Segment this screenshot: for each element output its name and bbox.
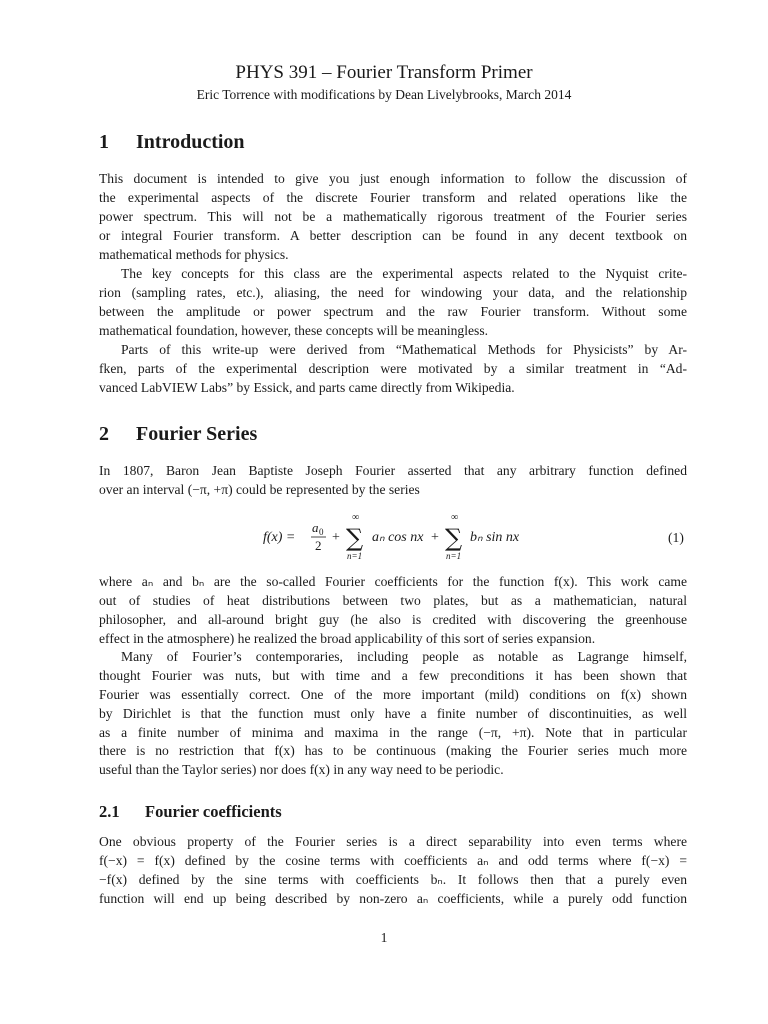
text-line: One obvious property of the Fourier series is a direct separability into even terms where — [99, 834, 687, 849]
summation-sign: ∑ — [346, 524, 364, 552]
text-line: by Dirichlet is that the function must only have a finite number of discontinuities, as well — [99, 705, 687, 721]
text-line: the experimental aspects of the discrete Fourier transform and related operations like the — [99, 189, 687, 205]
text-line: thought Fourier was nuts, but with time and a few preconditions it has been shown that — [99, 667, 687, 683]
document-author-line: Eric Torrence with modifications by Dean Livelybrooks, March 2014 — [196, 87, 572, 102]
text-line: This document is intended to give you just enough information to follow the discussion of — [99, 171, 687, 186]
plus-sign: + — [431, 530, 439, 545]
text-line: function will end up being described by non-zero aₙ coefficients, while a purely odd function — [99, 890, 687, 906]
text-line: power spectrum. This will not be a mathematically rigorous treatment of the Fourier series — [99, 208, 687, 224]
sum-lower-limit: n=1 — [347, 551, 363, 561]
section-number: 2 — [99, 423, 109, 445]
text-line: vanced LabVIEW Labs” by Essick, and parts came directly from Wikipedia. — [99, 379, 515, 395]
fraction-numerator: a — [312, 520, 319, 535]
text-line: f(−x) = f(x) defined by the cosine terms with coefficients aₙ and odd terms where f(−x) = — [99, 852, 687, 868]
paragraph-series-2 — [99, 573, 687, 649]
fraction-denominator: 2 — [315, 538, 322, 553]
sum-upper-limit: ∞ — [352, 512, 360, 523]
summation-sign: ∑ — [445, 524, 463, 552]
page-number: 1 — [380, 930, 388, 945]
section-heading-fourier-series — [99, 423, 257, 446]
section-title: Fourier Series — [136, 423, 258, 445]
text-line: useful than the Taylor series) nor does f(x) in any way need to be periodic. — [99, 762, 504, 778]
equation-number: (1) — [668, 530, 684, 545]
paragraph-intro-2 — [99, 265, 687, 341]
text-line: between the amplitude or power spectrum and the raw Fourier transform. Without some — [99, 303, 687, 319]
text-line: Many of Fourier’s contemporaries, including people as notable as Lagrange himself, — [121, 649, 687, 664]
equation-graphic — [0, 512, 768, 564]
section-number: 2.1 — [99, 802, 120, 821]
equation-fourier-series — [0, 512, 768, 564]
paragraph-intro-1 — [99, 170, 687, 264]
text-line: The key concepts for this class are the experimental aspects related to the Nyquist crite- — [121, 266, 687, 281]
section-heading-introduction — [99, 131, 245, 154]
text-line: as a finite number of minima and maxima in the range (−π, +π). Note that in particular — [99, 724, 687, 740]
equation-term-sin: bₙ sin nx — [470, 530, 520, 545]
text-line: effect in the atmosphere) he realized the broad applicability of this sort of series expansion. — [99, 630, 596, 646]
text-line: philosopher, and all-around bright guy (he also is credited with discovering the greenhouse — [99, 611, 687, 627]
text-line: Fourier was essentially correct. One of the more important (mild) conditions on f(x) shown — [99, 686, 687, 702]
text-line: there is no restriction that f(x) has to be continuous (making the Fourier series much more — [99, 743, 687, 759]
section-number: 1 — [99, 131, 109, 153]
section-title: Fourier coefficients — [145, 802, 282, 821]
text-line: −f(x) defined by the sine terms with coefficients bₙ. It follows then that a purely even — [99, 871, 687, 887]
subsection-heading-fourier-coefficients — [99, 802, 282, 822]
sum-upper-limit: ∞ — [451, 512, 459, 523]
text-line: rion (sampling rates, etc.), aliasing, the need for windowing your data, and the relationship — [99, 284, 687, 300]
text-line: or integral Fourier transform. A better description can be found in any decent textbook on — [99, 227, 687, 243]
plus-sign: + — [332, 530, 340, 545]
text-line: over an interval (−π, +π) could be represented by the series — [99, 481, 420, 497]
equation-term-cos: aₙ cos nx — [372, 530, 424, 545]
equation-lhs: f(x) = — [263, 530, 296, 545]
paragraph-series-3 — [99, 648, 687, 780]
fraction-numerator-subscript: 0 — [319, 527, 324, 537]
text-line: where aₙ and bₙ are the so-called Fourier coefficients for the function f(x). This work came — [99, 574, 687, 589]
text-line: fken, parts of the experimental description were motivated by a similar treatment in “Ad- — [99, 360, 687, 376]
document-title: PHYS 391 – Fourier Transform Primer — [235, 62, 533, 83]
text-line: In 1807, Baron Jean Baptiste Joseph Fourier asserted that any arbitrary function defined — [99, 463, 687, 478]
section-title: Introduction — [136, 131, 245, 153]
paragraph-coeff-1 — [99, 833, 687, 909]
text-line: out of studies of heat distributions between two plates, but as a mathematician, natural — [99, 592, 687, 608]
paragraph-series-1 — [99, 462, 687, 500]
text-line: Parts of this write-up were derived from “Mathematical Methods for Physicists” by Ar- — [121, 342, 687, 357]
text-line: mathematical methods for physics. — [99, 246, 289, 262]
text-line: mathematical foundation, however, these concepts will be meaningless. — [99, 322, 489, 338]
paragraph-intro-3 — [99, 341, 687, 398]
sum-lower-limit: n=1 — [446, 551, 462, 561]
